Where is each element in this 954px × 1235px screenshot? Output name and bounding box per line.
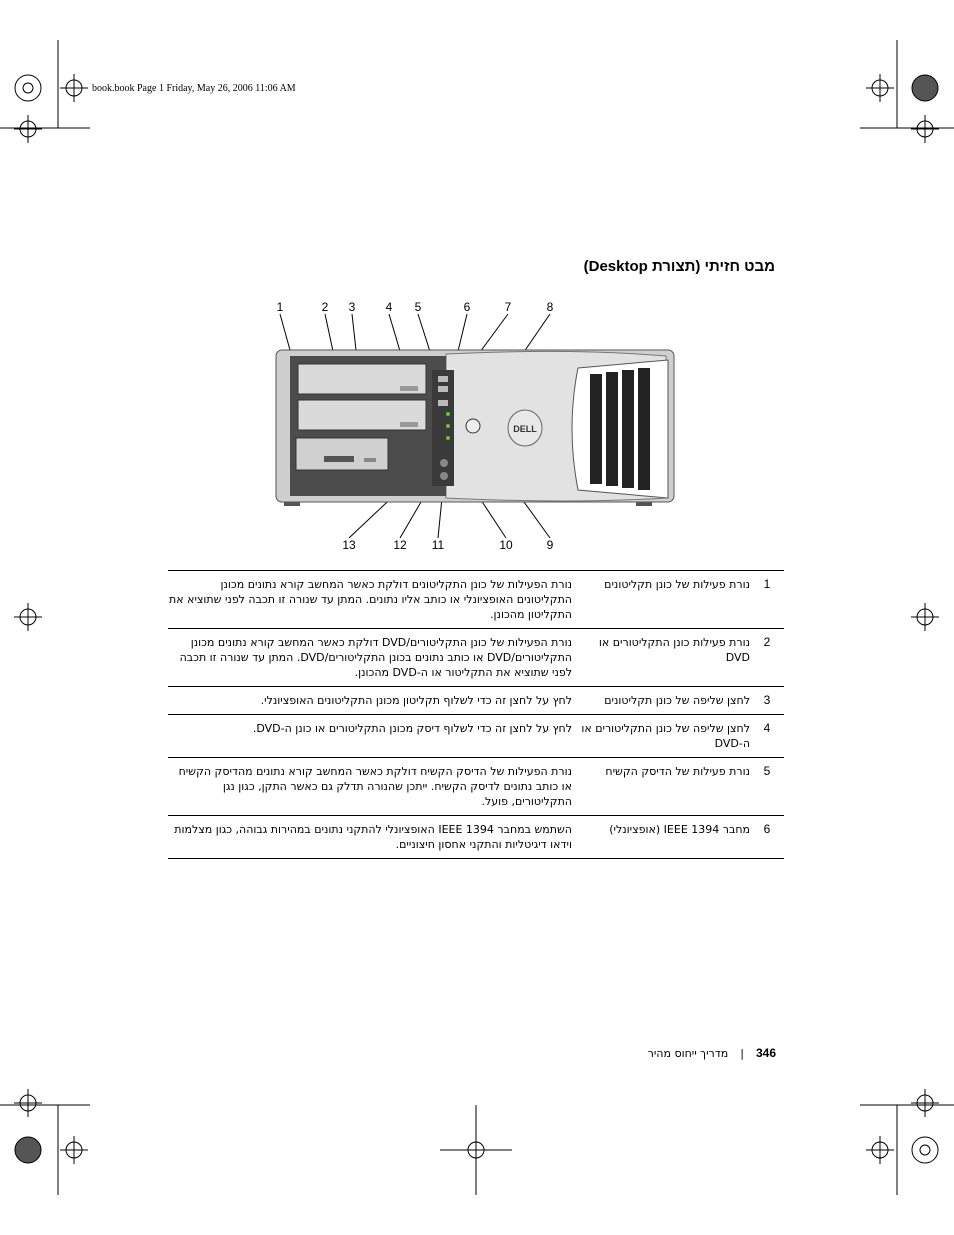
callout-6: 6 bbox=[463, 300, 471, 314]
item-description: נורת הפעילות של כונן התקליטונים דולקת כאשר המחשב קורא נתונים מכונן התקליטונים האופציונלי או כותב אליו נתונים. המתן עד שנורה זו תכבה לפני שתוציא את התקליטון מהכונן. bbox=[169, 578, 572, 621]
page-number: 346 bbox=[755, 1046, 776, 1060]
item-name: נורת פעילות של כונן תקליטונים bbox=[604, 578, 750, 591]
brand-logo: DELL bbox=[513, 424, 537, 434]
print-header-info: book.book Page 1 Friday, May 26, 2006 11:06 AM bbox=[92, 83, 296, 94]
item-description: נורת הפעילות של הדיסק הקשיח דולקת כאשר המחשב קורא נתונים מהדיסק הקשיח או כותב נתונים לדיסק הקשיח. ייתכן שהנורה תדלק גם כאשר התקן, כגון נגן התקליטורים, פועל. bbox=[178, 765, 572, 808]
components-table bbox=[168, 570, 784, 859]
item-name: לחצן שליפה של כונן התקליטורים או ה-DVD bbox=[581, 722, 750, 750]
table-row bbox=[168, 816, 784, 859]
callout-3: 3 bbox=[348, 300, 356, 314]
item-number: 5 bbox=[763, 764, 771, 778]
item-number: 1 bbox=[763, 577, 771, 591]
table-row bbox=[168, 571, 784, 629]
table-row bbox=[168, 687, 784, 715]
callout-1: 1 bbox=[276, 300, 284, 314]
callout-8: 8 bbox=[546, 300, 554, 314]
table-row bbox=[168, 715, 784, 758]
table-row bbox=[168, 629, 784, 687]
section-title: מבט חזיתי (תצורת Desktop) bbox=[583, 258, 775, 275]
item-description: השתמש במחבר IEEE 1394 האופציונלי להתקני נתונים במהירות גבוהה, כגון מצלמות וידאו דיגיטליות והתקני אחסון חיצוניים. bbox=[174, 823, 572, 851]
guide-title: מדריך ייחוס מהיר bbox=[647, 1047, 729, 1060]
item-number: 3 bbox=[763, 693, 771, 707]
item-number: 2 bbox=[763, 635, 771, 649]
callout-7: 7 bbox=[504, 300, 512, 314]
callout-9: 9 bbox=[546, 538, 554, 552]
item-description: לחץ על לחצן זה כדי לשלוף דיסק מכונן התקליטורים או כונן ה-DVD. bbox=[252, 722, 572, 735]
item-number: 6 bbox=[763, 822, 771, 836]
callout-11: 11 bbox=[431, 538, 445, 552]
page-footer bbox=[648, 1046, 776, 1060]
table-row bbox=[168, 758, 784, 816]
callout-10: 10 bbox=[499, 538, 513, 552]
computer-illustration bbox=[270, 298, 690, 558]
callout-4: 4 bbox=[385, 300, 393, 314]
callout-13: 13 bbox=[342, 538, 356, 552]
footer-separator: | bbox=[740, 1047, 744, 1060]
item-name: נורת פעילות כונן התקליטורים או DVD bbox=[598, 636, 750, 664]
item-name: נורת פעילות של הדיסק הקשיח bbox=[605, 765, 750, 778]
callout-12: 12 bbox=[393, 538, 407, 552]
computer-front-view-figure bbox=[270, 298, 690, 558]
item-name: מחבר IEEE 1394 (אופציונלי) bbox=[609, 823, 750, 836]
item-description: נורת הפעילות של כונן התקליטורים/DVD דולקת כאשר המחשב קורא נתונים מכונן התקליטורים/DVD או כותב נתונים בכונן התקליטורים/DVD. המתן עד שנורה זו תכבה לפני שתוציא את התקליטור או ה-DVD מהכונן. bbox=[179, 636, 572, 679]
callout-2: 2 bbox=[321, 300, 329, 314]
item-description: לחץ על לחצן זה כדי לשלוף תקליטון מכונן התקליטונים האופציונלי. bbox=[260, 694, 572, 707]
item-name: לחצן שליפה של כונן תקליטונים bbox=[604, 694, 750, 707]
item-number: 4 bbox=[763, 721, 771, 735]
callout-5: 5 bbox=[414, 300, 422, 314]
